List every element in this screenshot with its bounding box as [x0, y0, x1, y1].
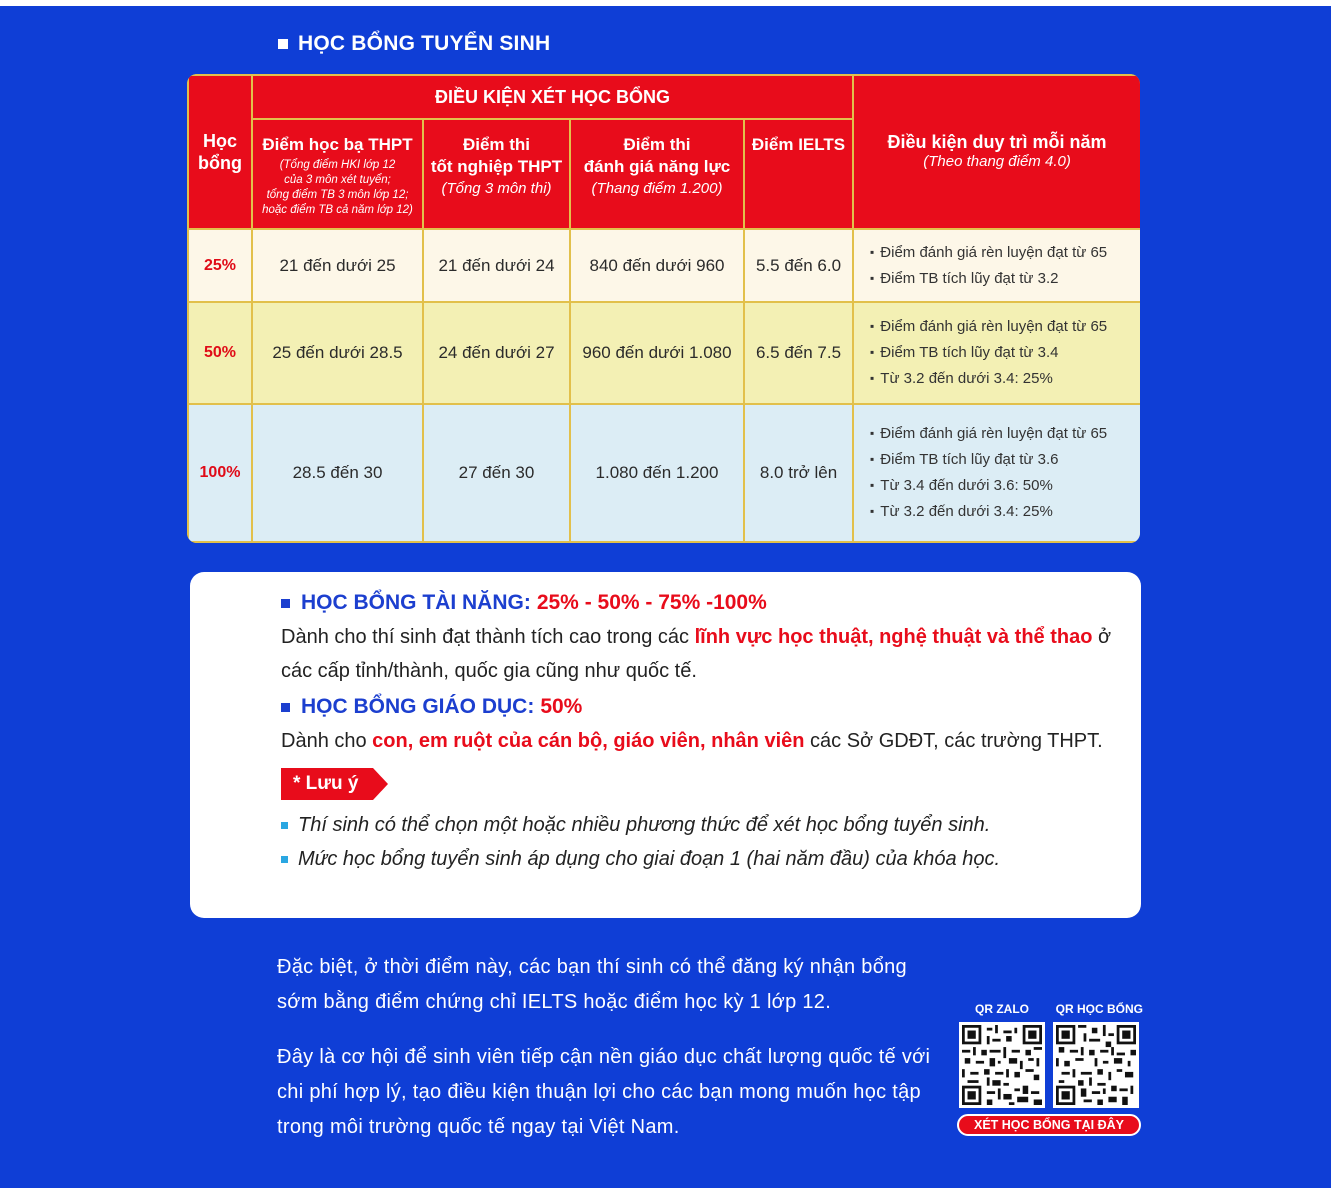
- scholarship-info-card: [190, 572, 1141, 918]
- conditions-cell: [853, 404, 1140, 542]
- education-heading: HỌC BỔNG GIÁO DỤC: 50%: [281, 692, 1121, 722]
- dgnl-cell: 840 đến dưới 960: [570, 229, 744, 302]
- condition-item: ▪ Từ 3.2 đến dưới 3.4: 25%: [870, 499, 1136, 525]
- scholarship-apply-button[interactable]: XÉT HỌC BỔNG TẠI ĐÂY: [957, 1114, 1141, 1136]
- hoc-ba-cell: 28.5 đến 30: [252, 404, 423, 542]
- hoc-ba-cell: 25 đến dưới 28.5: [252, 302, 423, 404]
- condition-item: ▪ Điểm đánh giá rèn luyện đạt từ 65: [870, 240, 1136, 266]
- ielts-cell: 6.5 đến 7.5: [744, 302, 853, 404]
- qr-zalo-code[interactable]: [959, 1022, 1045, 1108]
- note-item: Thí sinh có thể chọn một hoặc nhiều phương thức để xét học bổng tuyển sinh.: [281, 808, 1121, 842]
- bottom-paragraph-1: Đặc biệt, ở thời điểm này, các bạn thí sinh có thể đăng ký nhận bổng sớm bằng điểm chứng chỉ IELTS hoặc điểm học kỳ 1 lớp 12.: [277, 956, 907, 1013]
- bottom-text: [277, 950, 937, 1165]
- header-tot-nghiep: Điểm thi tốt nghiệp THPT (Tổng 3 môn thi): [423, 119, 570, 229]
- square-bullet-icon: [281, 822, 288, 829]
- education-levels: 50%: [540, 695, 583, 718]
- bottom-paragraph-2: Đây là cơ hội để sinh viên tiếp cận nền giáo dục chất lượng quốc tế với chi phí hợp lý, tạo điều kiện thuận lợi cho các bạn mong muốn học tập trong môi trường quốc tế ngay tại Việt Nam.: [277, 1046, 931, 1138]
- condition-item: ▪ Điểm TB tích lũy đạt từ 3.4: [870, 340, 1136, 366]
- qr-scholarship-code[interactable]: [1053, 1022, 1139, 1108]
- hoc-ba-cell: 21 đến dưới 25: [252, 229, 423, 302]
- square-bullet-icon: [281, 599, 290, 608]
- note-label: * Lưu ý: [281, 768, 373, 800]
- tot-nghiep-cell: 27 đến 30: [423, 404, 570, 542]
- condition-item: ▪ Điểm đánh giá rèn luyện đạt từ 65: [870, 421, 1136, 447]
- talent-heading: HỌC BỔNG TÀI NĂNG: 25% - 50% - 75% -100%: [281, 588, 1121, 618]
- header-conditions-group: ĐIỀU KIỆN XÉT HỌC BỔNG: [252, 75, 853, 119]
- note-item: Mức học bổng tuyển sinh áp dụng cho giai đoạn 1 (hai năm đầu) của khóa học.: [281, 842, 1121, 876]
- qr-code-icon: [1056, 1025, 1136, 1105]
- section-title: [278, 32, 550, 56]
- square-bullet-icon: [281, 703, 290, 712]
- condition-item: ▪ Điểm TB tích lũy đạt từ 3.6: [870, 447, 1136, 473]
- notes-list: [281, 808, 1121, 876]
- table-row: [188, 404, 1140, 542]
- level-cell: 25%: [188, 229, 252, 302]
- condition-item: ▪ Từ 3.2 đến dưới 3.4: 25%: [870, 366, 1136, 392]
- education-description: Dành cho con, em ruột của cán bộ, giáo viên, nhân viên các Sở GDĐT, các trường THPT.: [281, 730, 1103, 752]
- dgnl-cell: 960 đến dưới 1.080: [570, 302, 744, 404]
- condition-item: ▪ Điểm đánh giá rèn luyện đạt từ 65: [870, 314, 1136, 340]
- condition-item: ▪ Điểm TB tích lũy đạt từ 3.2: [870, 266, 1136, 292]
- header-maintain: Điều kiện duy trì mỗi năm (Theo thang điểm 4.0): [853, 75, 1140, 229]
- qr-area: [957, 1002, 1145, 1136]
- table-row: [188, 302, 1140, 404]
- qr-zalo-label: QR ZALO: [975, 1002, 1029, 1016]
- section-title-text: HỌC BỔNG TUYỂN SINH: [298, 32, 551, 55]
- dgnl-cell: 1.080 đến 1.200: [570, 404, 744, 542]
- header-ielts: Điểm IELTS: [744, 119, 853, 229]
- qr-scholarship-label: QR HỌC BỔNG: [1055, 1002, 1143, 1016]
- tot-nghiep-cell: 24 đến dưới 27: [423, 302, 570, 404]
- square-bullet-icon: [281, 856, 288, 863]
- scholarship-table: [187, 74, 1140, 543]
- level-cell: 50%: [188, 302, 252, 404]
- condition-item: ▪ Từ 3.4 đến dưới 3.6: 50%: [870, 473, 1136, 499]
- header-hoc-ba: Điểm học bạ THPT (Tổng điểm HKI lớp 12 của 3 môn xét tuyển; tổng điểm TB 3 môn lớp 12; hoặc điểm TB cả năm lớp 12): [252, 119, 423, 229]
- level-cell: 100%: [188, 404, 252, 542]
- header-scholarship: Học bổng: [188, 75, 252, 229]
- table-row: [188, 229, 1140, 302]
- talent-description: Dành cho thí sinh đạt thành tích cao trong các lĩnh vực học thuật, nghệ thuật và thể thao ở các cấp tỉnh/thành, quốc gia cũng như quốc tế.: [281, 626, 1112, 682]
- conditions-cell: [853, 302, 1140, 404]
- page-background: [0, 6, 1331, 1188]
- tot-nghiep-cell: 21 đến dưới 24: [423, 229, 570, 302]
- square-bullet-icon: [278, 39, 288, 49]
- conditions-cell: [853, 229, 1140, 302]
- ielts-cell: 8.0 trở lên: [744, 404, 853, 542]
- talent-levels: 25% - 50% - 75% -100%: [536, 591, 767, 614]
- ielts-cell: 5.5 đến 6.0: [744, 229, 853, 302]
- qr-code-icon: [962, 1025, 1042, 1105]
- header-dgnl: Điểm thi đánh giá năng lực (Thang điểm 1.200): [570, 119, 744, 229]
